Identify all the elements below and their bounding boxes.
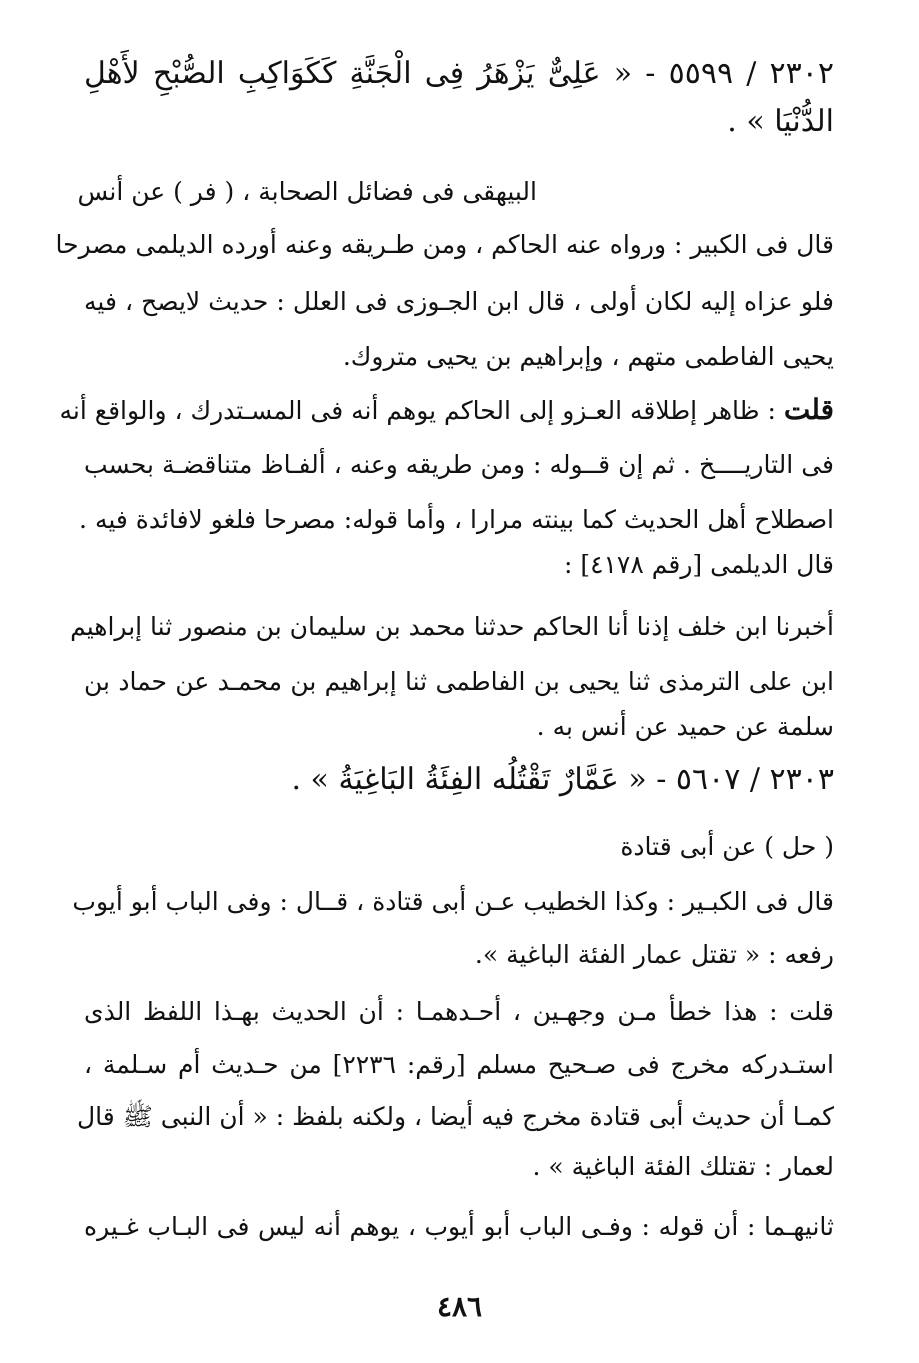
hadith-2303: ٢٣٠٣ / ٥٦٠٧ - « عَمَّارٌ تَقْتُلُه الفِئَةُ البَاغِيَةُ » .: [291, 762, 834, 797]
hadith-2302-line-1: ٢٣٠٢ / ٥٥٩٩ - « عَلِىٌّ يَزْهَرُ فِى الْجَنَّةِ كَكَوَاكِبِ الصُّبْحِ لأَهْلِ: [84, 56, 834, 91]
daylami-line-2: ابن على الترمذى ثنا يحيى بن الفاطمى ثنا إبراهيم بن محمـد عن حماد بن: [84, 667, 834, 696]
kabir-2303-line-2: رفعه : « تقتل عمار الفئة الباغية ».: [474, 940, 834, 969]
qult-2302-line-3: اصطلاح أهل الحديث كما بينته مرارا ، وأما قوله: مصرحا فلغو لافائدة فيه .: [79, 505, 834, 534]
hadith-2302-line-2: الدُّنْيَا » .: [727, 104, 834, 139]
qult-2303-line-3: كمـا أن حديث أبى قتادة مخرج فيه أيضا ، ولكنه بلفظ : « أن النبى ﷺ قال: [76, 1102, 834, 1131]
source-2303: ( حل ) عن أبى قتادة: [620, 832, 834, 861]
daylami-line-1: أخبرنا ابن خلف إذنا أنا الحاكم حدثنا محمد بن سليمان بن منصور ثنا إبراهيم: [70, 612, 834, 641]
daylami-line-3: سلمة عن حميد عن أنس به .: [536, 712, 834, 741]
kabir-2302-line-3: يحيى الفاطمى متهم ، وإبراهيم بن يحيى متروك.: [342, 342, 834, 371]
source-2302: البيهقى فى فضائل الصحابة ، ( فر ) عن أنس: [77, 177, 537, 206]
qult-2302-line-1-text: : ظاهر إطلاقه العـزو إلى الحاكم يوهم أنه فى المسـتدرك ، والواقع أنه: [59, 396, 776, 425]
kabir-2303-line-1: قال فى الكبـير : وكذا الخطيب عـن أبى قتادة ، قــال : وفى الباب أبو أيوب: [72, 887, 834, 916]
qult-2303-line-2: استـدركه مخرج فى صـحيح مسلم [رقم: ٢٢٣٦] من حـديث أم سـلمة ،: [84, 1050, 834, 1079]
page-number: ٤٨٦: [436, 1290, 483, 1323]
kabir-2302-line-2: فلو عزاه إليه لكان أولى ، قال ابن الجـوزى فى العلل : حديث لايصح ، فيه: [84, 287, 834, 316]
qult-2302-line-1: [59, 393, 834, 428]
qult-2302-line-2: فى التاريــــخ . ثم إن قــوله : ومن طريقه وعنه ، ألفـاظ متناقضـة بحسب: [84, 450, 834, 479]
thaniyhuma-line: ثانيهـما : أن قوله : وفـى الباب أبو أيوب ، يوهم أنه ليس فى البـاب غـيره: [84, 1212, 834, 1241]
qult-label: قلت: [783, 393, 834, 426]
kabir-2302-line-1: قال فى الكبير : ورواه عنه الحاكم ، ومن طـريقه وعنه أورده الديلمى مصرحا: [55, 230, 834, 259]
daylami-intro: قال الديلمى [رقم ٤١٧٨] :: [563, 550, 834, 579]
qult-2303-line-4: لعمار : تقتلك الفئة الباغية » .: [532, 1152, 834, 1181]
qult-2303-line-1: قلت : هذا خطأ مـن وجهـين ، أحـدهمـا : أن الحديث بهـذا اللفظ الذى: [84, 997, 834, 1026]
